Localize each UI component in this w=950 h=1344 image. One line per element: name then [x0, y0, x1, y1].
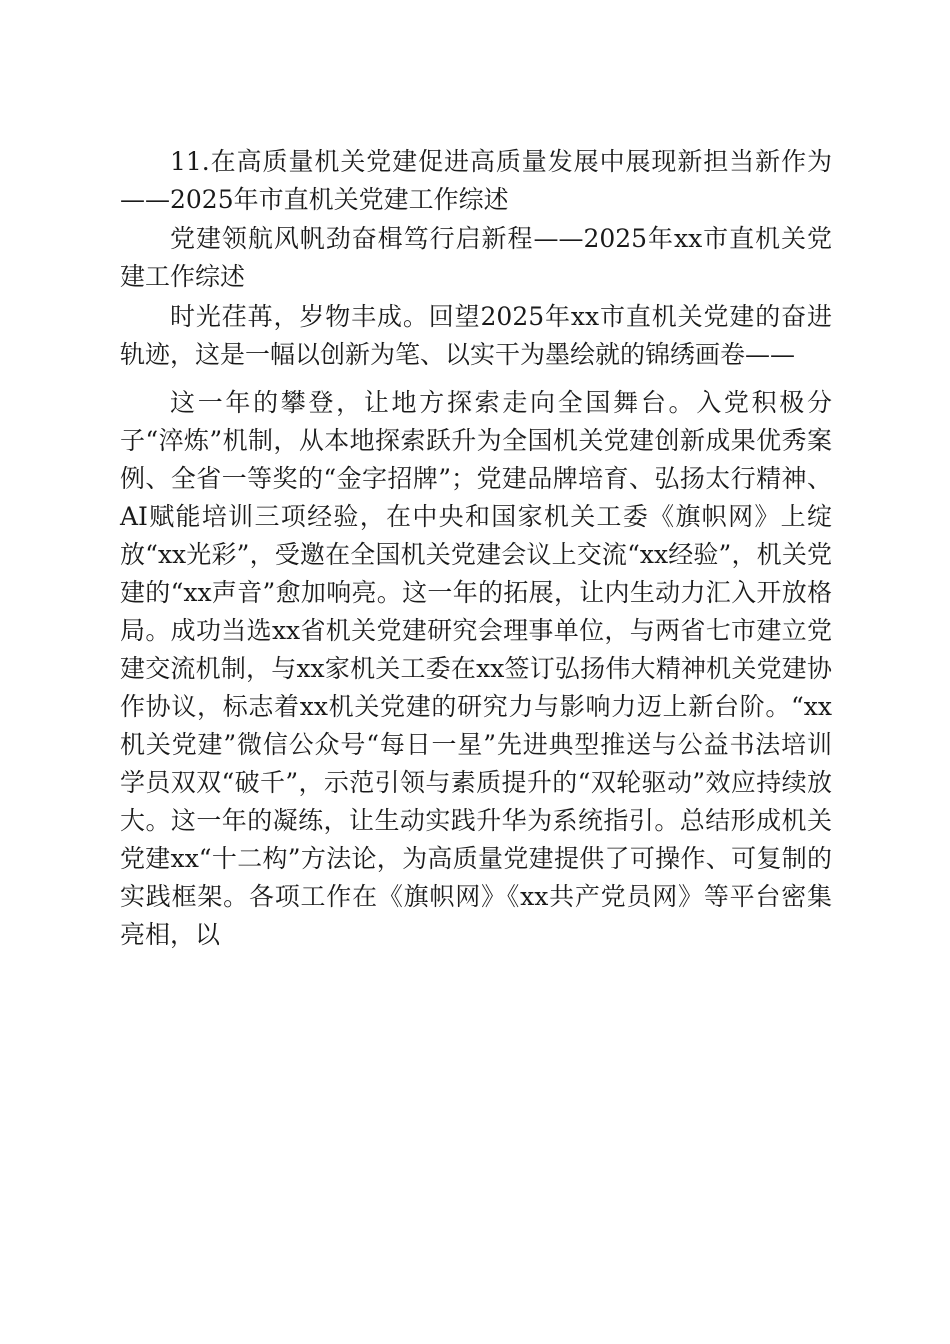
- intro-paragraph: 时光荏苒，岁物丰成。回望2025年xx市直机关党建的奋进轨迹，这是一幅以创新为笔、以实干为墨绘就的锦绣画卷——: [120, 302, 832, 369]
- document-subtitle: 党建领航风帆劲奋楫笃行启新程——2025年xx市直机关党建工作综述: [120, 224, 832, 291]
- document-page: [120, 143, 832, 954]
- document-title: 11.在高质量机关党建促进高质量发展中展现新担当新作为——2025年市直机关党建工作综述: [120, 147, 832, 214]
- body-paragraph: 这一年的攀登，让地方探索走向全国舞台。入党积极分子“淬炼”机制，从本地探索跃升为全国机关党建创新成果优秀案例、全省一等奖的“金字招牌”；党建品牌培育、弘扬太行精神、AI赋能培训三项经验，在中央和国家机关工委《旗帜网》上绽放“xx光彩”，受邀在全国机关党建会议上交流“xx经验”，机关党建的“xx声音”愈加响亮。这一年的拓展，让内生动力汇入开放格局。成功当选xx省机关党建研究会理事单位，与两省七市建立党建交流机制，与xx家机关工委在xx签订弘扬伟大精神机关党建协作协议，标志着xx机关党建的研究力与影响力迈上新台阶。“xx机关党建”微信公众号“每日一星”先进典型推送与公益书法培训学员双双“破千”，示范引领与素质提升的“双轮驱动”效应持续放大。这一年的凝练，让生动实践升华为系统指引。总结形成机关党建xx“十二构”方法论，为高质量党建提供了可操作、可复制的实践框架。各项工作在《旗帜网》《xx共产党员网》等平台密集亮相，以: [120, 388, 832, 949]
